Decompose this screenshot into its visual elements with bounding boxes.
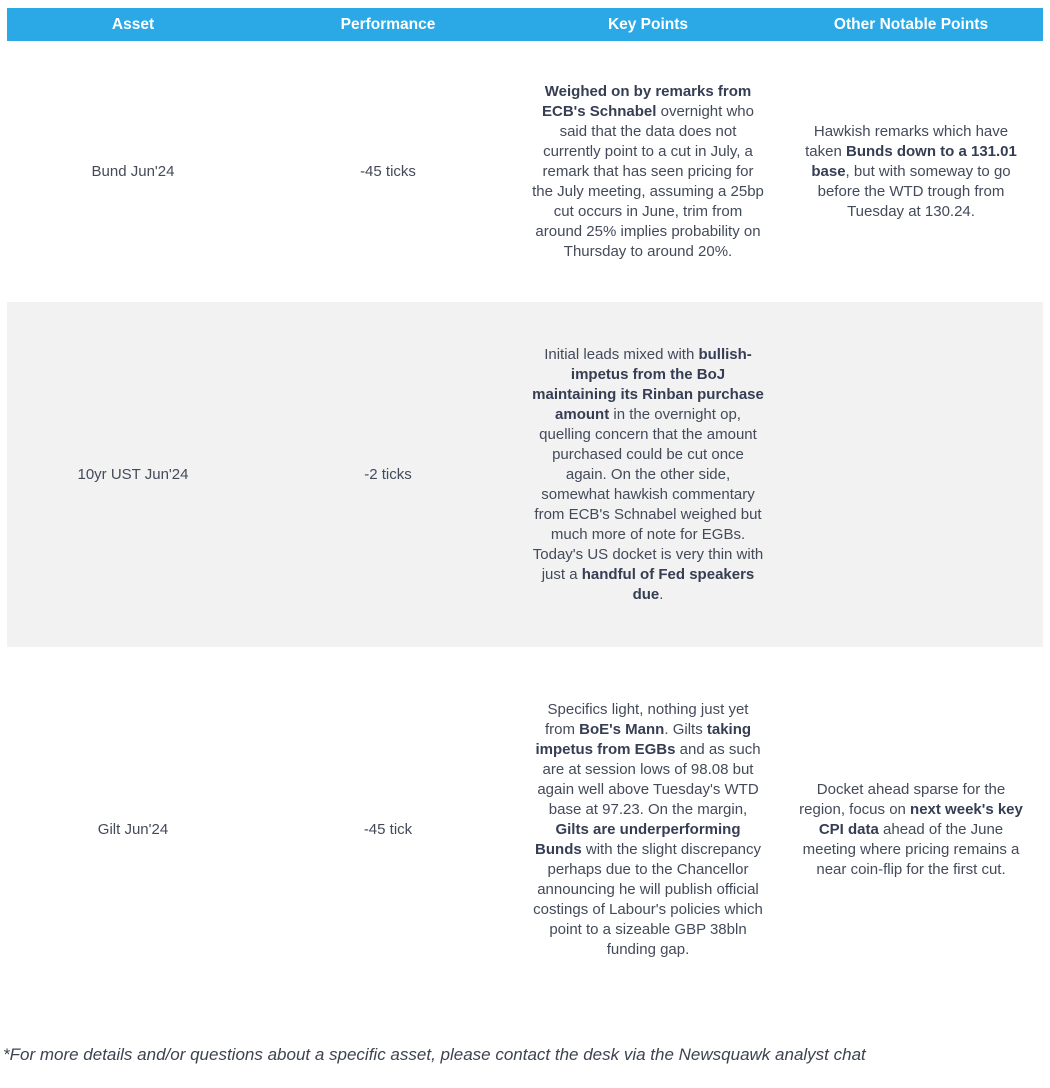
key-points-cell	[517, 647, 779, 1013]
asset-name: Bund Jun'24	[91, 162, 175, 180]
table-row-gilt	[7, 647, 1043, 1013]
table-row-bund	[7, 41, 1043, 302]
other-notable-points-cell	[779, 302, 1043, 647]
key-points-cell	[517, 41, 779, 302]
other-notable-points-cell	[779, 41, 1043, 302]
other-notable-points-cell	[779, 647, 1043, 1013]
footnote: *For more details and/or questions about a specific asset, please contact the desk via the Newsquawk analyst chat	[3, 1045, 866, 1064]
key-points-text: Specifics light, nothing just yet from BoE's Mann. Gilts taking impetus from EGBs and as such are at session lows of 98.08 but again well above Tuesday's WTD base at 97.23. On the margin, Gilts are underperforming Bunds with the slight discrepancy perhaps due to the Chancellor announcing he will publish official costings of Labour's policies which point to a sizeable GBP 38bln funding gap.	[533, 701, 763, 958]
key-points-cell	[517, 302, 779, 647]
table-row-ust	[7, 302, 1043, 647]
column-header-other-notable-points: Other Notable Points	[833, 15, 989, 33]
asset-table	[7, 8, 1043, 1013]
asset-name: 10yr UST Jun'24	[77, 465, 189, 483]
other-notable-points-text: Docket ahead sparse for the region, focus on next week's key CPI data ahead of the June meeting where pricing remains a near coin-flip for the first cut.	[799, 781, 1023, 878]
column-header-key-points: Key Points	[607, 15, 689, 33]
asset-cell	[7, 647, 259, 1013]
table-header-row	[7, 8, 1043, 41]
performance-cell	[259, 302, 517, 647]
performance-value: -45 ticks	[360, 162, 416, 180]
column-header-performance: Performance	[340, 15, 436, 33]
key-points-text: Initial leads mixed with bullish-impetus from the BoJ maintaining its Rinban purchase amount in the overnight op, quelling concern that the amount purchased could be cut once again. On the other side, somewhat hawkish commentary from ECB's Schnabel weighed but much more of note for EGBs. Today's US docket is very thin with just a handful of Fed speakers due.	[532, 345, 764, 603]
performance-cell	[259, 41, 517, 302]
asset-name: Gilt Jun'24	[97, 821, 169, 838]
column-header-asset: Asset	[111, 15, 155, 33]
performance-value: -45 tick	[363, 821, 413, 838]
key-points-text: Weighed on by remarks from ECB's Schnabel overnight who said that the data does not currently point to a cut in July, a remark that has seen pricing for the July meeting, assuming a 25bp cut occurs in June, trim from around 25% implies probability on Thursday to around 20%.	[532, 82, 764, 260]
performance-cell	[259, 647, 517, 1013]
fixed-income-report-page	[0, 8, 1050, 1065]
other-notable-points-text: Hawkish remarks which have taken Bunds down to a 131.01 base, but with someway to go before the WTD trough from Tuesday at 130.24.	[805, 122, 1017, 220]
asset-cell	[7, 41, 259, 302]
asset-cell	[7, 302, 259, 647]
performance-value: -2 ticks	[364, 465, 412, 483]
